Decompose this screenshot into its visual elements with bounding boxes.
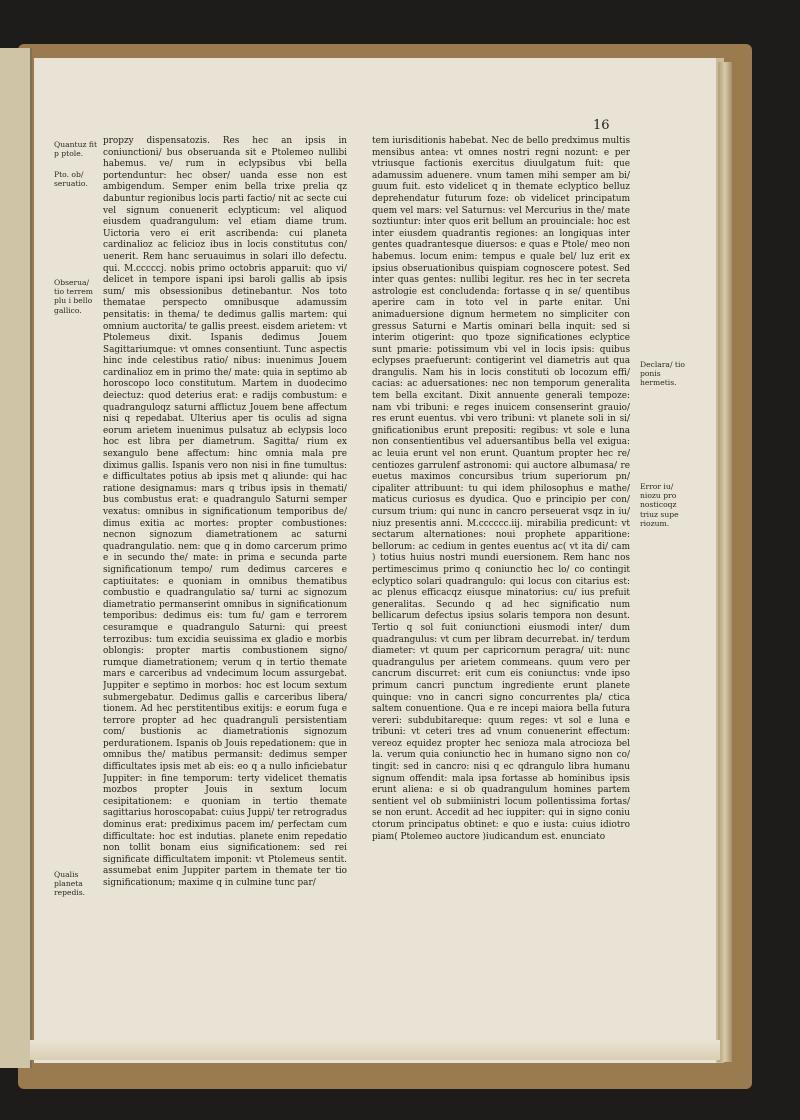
margin-note-left: Quantuz fit p ptole. bbox=[54, 140, 98, 159]
previous-page-fragment bbox=[0, 526, 32, 535]
previous-page-fragment bbox=[0, 614, 32, 623]
margin-note-left: Pto. ob/ seruatio. bbox=[54, 170, 88, 189]
previous-page-fragment bbox=[0, 555, 32, 564]
folio-number: 16 bbox=[593, 118, 610, 133]
text-column-right bbox=[372, 136, 630, 1048]
body-text-right: tem iurisditionis habebat. Nec de bello predximus multis mensibus antea: vt omnes nostri regni nozunt: e per vtriusque factionis exercitus diuulgatum fuit: que adamussim aduenere. vnum tamen mihi semper am bi/ guum fuit. esto videlicet q in themate eclyptico belluz deprehendatur futurum foze: ob videlicet principatum quem vel mars: vel Saturnus: vel Mercurius in the/ mate soztiuntur: inter quos erit bellum an prouinciale: hoc est inter eiusdem quadrantis regiones: an longiquas inter gentes quadrantesque diuersos: e quas e Ptole/ meo non habemus. locum enim: tempus e quale bel/ luz erit ex ipsius obseruationibus quispiam cognoscere potest. Sed inter quas gentes: nullibi legitur. res hec in ter secreta astrologie est concludenda: fortasse q in se/ quentibus aperire cam in toto vel in parte enitar. Uni animaduersione dignum hermetem no simpliciter con gressus Saturni e Martis ominari bella inquit: sed si interim otigerint: quo tpoze significationes eclyptice sunt pmarie: potissimum vbi vel in locis ipsis: quibus eclypses praefuerunt: contigerint vel diametris aut qua drangulis. Nam his in locis constituti ob locozum effi/ cacias: ac aduersationes: nec non temporum generalita tem bella excitant. Dixit annuente generali tempoze: nam vbi tribuni: e reges inuicem consenserint grauio/ res erunt euentus. vbi vero tribuni: vt planete soli in si/ gnificationibus erunt prepositi: regibus: vt sole e luna non consentientibus vel aduersantibus bella vel exigua: ac leuia erunt vel non erunt. Quantum propter hec re/ centiozes garrulenf astronomi: qui auctore albumasa/ re euetus maximos concursibus trium superiorum pn/ cipaliter attribuunt: tu qui idem philosophus e mathe/ maticus curiosus es dyudica. Quo e principio per con/ cursum trium: qui nunc in cancro perseuerat vsqz in iu/ niuz presentis anni. M.cccccc.iij. mirabilia predicunt: vt sectarum alternationes: noui prophete apparitione: bellorum: ac cedium in gentes euentus ac( vt ita di/ cam ) totius huius nostri mundi euersionem. Rem hanc nos pertimescimus primo q coniunctio hec lo/ co contingit eclyptico solari quadrangulo: qui locus con citarius est: ac plenus efficacqz eiusque minatorius: cu/ ius prefuit generalitas. Secundo q ad hec significatio num bellicarum defectus ipsius solaris tempora non desunt. Tertio q sol fuit coniunctioni eiusmodi inter/ dum quadrangulus: vt cum per libram decurrebat. in/ terdum diameter: vt quum per capricornum peragra/ uit: nunc quadrangulus per arietem commeans. quum vero per cancrum discurret: erit cum eis coniunctus: vnde ipso primum cancri punctum ingrediente erunt planete quinque: vno in cancri signo concurrentes pla/ ctica saltem conuentione. Qua e re incepi maiora bella futura vereri: subdubitareque: quum reges: vt sol e luna e tribuni: vt ceteri tres ad vnum conuenerint effectum: vereoz equidez propter hec senioza mala atrocioza bel la. verum quia coniunctio hec in humano signo non co/ tingit: sed in cancro: nisi q ec qdrangulo libra humanu signum offendit: mala ipsa fortasse ab hominibus ipsis erunt aliena: e si ob quadrangulum homines partem sentient vel ob submiinistri locum pollentissima fortas/ se non erunt. Accedit ad hec iuppiter: qui in signo coniu ctorum principatus obtinet: e quo e iusta: cuius idiotro piam( Ptolemeo auctore )iudicandum est. enunciato bbox=[372, 136, 630, 842]
previous-page-fragment bbox=[0, 663, 32, 672]
margin-note-right: Error iu/ niozu pro nosticoqz triuz supe riozum. bbox=[640, 482, 679, 528]
page-fore-edge bbox=[718, 62, 732, 1062]
margin-note-left: Qualis planeta repedis. bbox=[54, 870, 86, 898]
previous-page-edge bbox=[0, 48, 32, 1068]
text-column-left bbox=[103, 136, 347, 1048]
previous-page-fragment bbox=[0, 497, 32, 506]
body-text-left: propzy dispensatozis. Res hec an ipsis in coniunctioni/ bus obseruanda sit e Ptolemeo nullibi habemus. ve/ rum in eclypsibus vbi bella portenduntur: hec obser/ uanda esse non est ambigendum. Semper enim bella trixe prelia qz dabuntur regionibus locis parti factio/ nit ac secte cui vel signum conuenerit eclypticum: vel aliquod eiusdem quadrangulum: vel etiam diame trum. Uictoria vero ei erit ascribenda: cui planeta cardinalioz ac felicioz ibus in locis constitutus con/ uenerit. Rem hanc seruauimus in solari illo defectu. qui. M.cccccj. nobis primo octobris apparuit: quo vi/ delicet in tempore ispani ipsi baroli gallis ab ipsis sum/ mis obsessionibus detinebantur. Nos toto thematae perspecto omnibusque adamussim pensitatis: in thema/ te dedimus gallis martem: qui omnium auctorita/ te gallis preest. eisdem arietem: vt Ptolemeus dixit. Ispanis dedimus Jouem Sagittariumque: vt omnes consentiunt. Tunc aspectis hinc inde celestibus ratio/ nibus: inuenimus Jouem cardinalioz em in primo the/ mate: quia in septimo ab horoscopo loco constitutum. Martem in duodecimo deiectuz: quod deterius erat: e radijs combustum: e quadranguloqz saturni afflictuz Jouem bene affectum nisi q repedabat. Ulterius aper tis oculis ad signa eorum arietem inuenimus pulsatuz ab eclypsis loco hoc est libra per diametrum. Sagitta/ rium ex sexangulo bene affectum: hinc omnia mala pre diximus gallis. Ispanis vero non nisi in fine tumultus: e difficultates potius ab ipsis met q aliunde: qui hac ratione designamus: mars q tribus ipsis in themati/ bus combustus erat: e quadrangulo Saturni semper vexatus: omnibus in significationum temporibus de/ dimus exitia ac mortes: propter combustiones: necnon signozum diametrationem ac saturni quadrangulatio. nem: que q in domo carcerum primo e in secundo the/ mate: in prima e secunda parte significationum tempo/ rum dedimus carceres e captiuitates: e quoniam in omnibus thematibus combustio e quadrangulatio sa/ turni ac signozum diametratio permanserint omnibus in significationum temporibus: dedimus eis: tum fu/ gam e terrorem cesuramque e quadrangulo Saturni: qui preest terrozibus: tum excidia seuissima ex gladio e morbis oblongis: propter martis combustionem signo/ rumque diametrationem; verum q in tertio themate mars e carceribus ad vndecimum locum assurgebat. Juppiter e septimo in morbos: hoc est locum sextum submergebatur. Dedimus gallis e carceribus libera/ tionem. Ad hec perstitentibus exitijs: e eorum fuga e terrore propter ad hec quadranguli persistentiam com/ bustionis ac diametrationis signozum perdurationem. Ispanis ob Jouis repedationem: que in omnibus the/ matibus permansit: dedimus semper difficultates ipsis met ab eis: eo q a nullo inficiebatur Juppiter: in fine temporum: terty videlicet thematis mozbos propter Jouis in sextum locum cesipitationem: e quoniam in tertio themate sagittarius horoscopabat: cuius Juppi/ ter retrogradus dominus erat: prediximus pacem im/ perfectam cum difficultate: hoc est indutias. planete enim repedatio non tollit bonam eius significationem: sed rei significate difficultatem imponit: vt Ptolemeus sentit. assumebat enim Juppiter partem in themate ter tio significationum; maxime q in culmine tunc par/ bbox=[103, 136, 347, 888]
previous-page-fragment bbox=[0, 188, 32, 197]
page-bottom-shadow bbox=[30, 1040, 720, 1060]
margin-note-right: Declara/ tio ponis hermetis. bbox=[640, 360, 685, 388]
margin-note-left: Obserua/ tio terrem plu i bello gallico. bbox=[54, 278, 93, 315]
